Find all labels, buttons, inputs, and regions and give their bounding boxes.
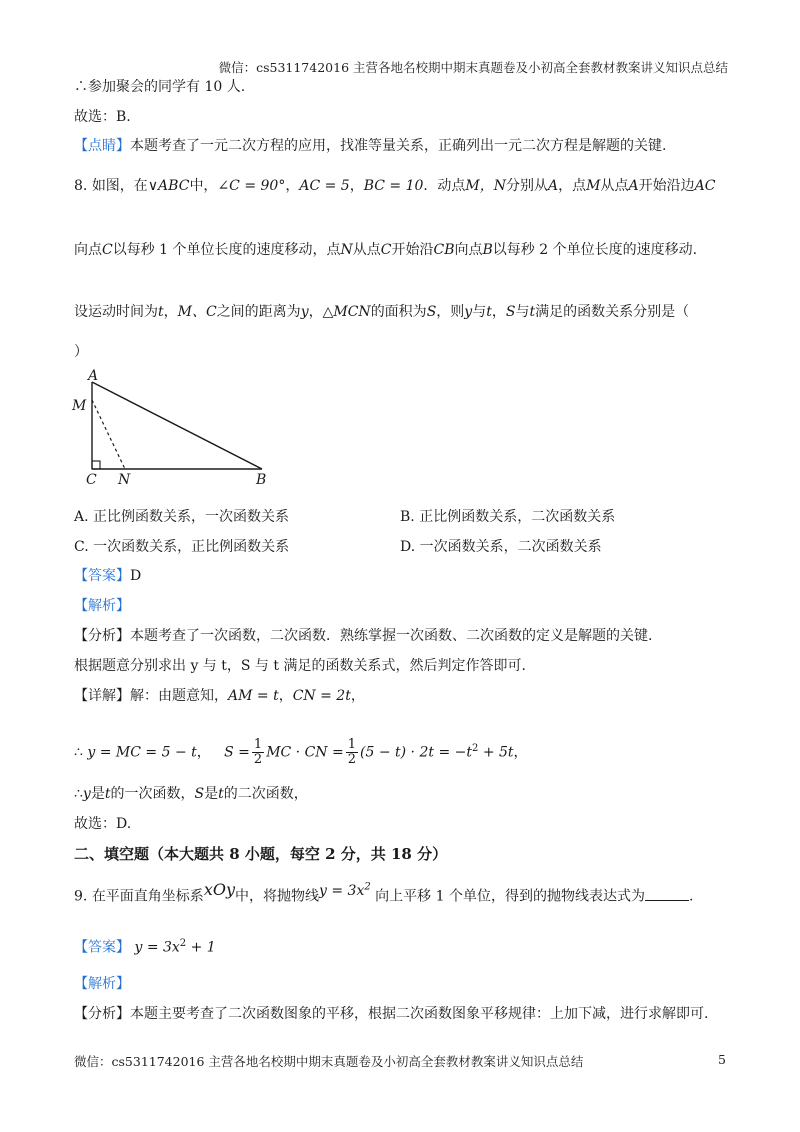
answer-tag: 【答案】 (74, 939, 130, 956)
q8-conclusion (74, 784, 308, 804)
fraction-half (252, 738, 264, 767)
answer-eq-tail: + 1 (190, 939, 216, 956)
answer-blank[interactable] (645, 886, 689, 901)
q8-analysis-tag (74, 596, 130, 616)
q8-triangle-figure (70, 368, 280, 488)
eq-s-lhs: S = (224, 744, 250, 761)
answer-eq: y = 3x (134, 939, 180, 956)
q8-point-m: M (586, 178, 601, 194)
page-header: 微信：cs5311742016 主营各地名校期中期末真题卷及小初高全套教材教案讲义知识点总结 (218, 60, 728, 75)
option-text: 正比例函数关系，一次函数关系 (93, 509, 290, 525)
q8-points-mc: M、C (177, 304, 217, 320)
fenxi-tag: 【分析】 (74, 1006, 130, 1022)
option-a[interactable] (74, 507, 289, 527)
q8-point-a: A (628, 178, 639, 194)
q8-text: 向点 (454, 242, 483, 258)
eq-cn: CN = 2t (292, 688, 351, 704)
q8-text: 之间的距离为 (216, 304, 301, 320)
q9-analysis-tag (74, 974, 130, 994)
q8-text: 设运动时间为 (74, 304, 158, 320)
eq-am: AM = t (228, 688, 279, 704)
right-angle-mark (92, 461, 100, 469)
q8-choose: 故选：D. (74, 816, 132, 832)
prev-therefore-line: ∴参加聚会的同学有 10 人. (74, 79, 246, 95)
q8-text: 的面积为 (370, 304, 427, 320)
var-t: t (218, 786, 224, 802)
q8-text: 以每秒 2 个单位长度的速度移动. (492, 242, 698, 258)
label-b: B (256, 472, 267, 488)
fraction-numerator: 1 (253, 737, 263, 753)
option-key: C. (74, 539, 89, 555)
q8-line-4: ） (74, 344, 88, 360)
q8-point-c: C (102, 242, 113, 258)
q8-var-y: y (464, 304, 473, 320)
q8-triangle-mcn: △MCN (322, 304, 371, 320)
q8-text: 与 (472, 304, 487, 320)
option-key: B. (400, 509, 415, 525)
q9-text: . (688, 888, 694, 905)
fraction-half (346, 738, 358, 767)
side-ab (92, 382, 262, 469)
q8-line-1 (74, 176, 715, 196)
section-title: 二、填空题（本大题共 8 小题，每空 2 分，共 18 分） (74, 845, 448, 863)
q8-line-3 (74, 302, 689, 322)
detail-text: ， (278, 688, 293, 704)
q8-text: 向点 (74, 242, 102, 258)
fraction-numerator: 1 (347, 737, 357, 753)
q8-var-t: t (158, 304, 164, 320)
q8-cond-bc: BC = 10 (363, 178, 424, 194)
prev-answer-choice: 故选：B. (74, 109, 131, 125)
option-b[interactable] (400, 507, 615, 527)
label-n: N (118, 472, 131, 488)
comment-tag: 【点睛】 (74, 138, 130, 154)
q9-text: 在平面直角坐标系 (91, 888, 204, 905)
option-key: D. (400, 539, 416, 555)
q8-point-b: B (482, 242, 493, 258)
fraction-denominator: 2 (347, 752, 357, 768)
q8-var-t: t (529, 304, 536, 320)
exponent: 2 (471, 743, 479, 754)
q9-xoy: xOy (203, 879, 235, 899)
q8-text: 开始沿 (391, 242, 434, 258)
q8-text: ， (491, 304, 506, 320)
q8-triangle: ∨ABC (147, 178, 190, 194)
eq-base: y = 3x (319, 882, 365, 899)
q8-text: ， (308, 304, 323, 320)
comment-text: 本题考查了一元二次方程的应用，找准等量关系，正确列出一元二次方程是解题的关键. (130, 138, 667, 154)
fenxi-tag: 【分析】 (74, 628, 130, 644)
q8-text: 以每秒 1 个单位长度的速度移动，点 (112, 242, 341, 258)
q8-cond-ac: AC = 5 (299, 178, 350, 194)
q8-text: 与 (515, 304, 530, 320)
q8-cond-angle: ∠C = 90° (217, 178, 286, 194)
fenxi-text: 本题主要考查了二次函数图象的平移，根据二次函数图象平移规律：上加下减，进行求解即可. (130, 1006, 709, 1022)
q8-points: M，N (465, 178, 507, 194)
label-m: M (72, 398, 87, 414)
q8-fenxi-2: 根据题意分别求出 y 与 t，S 与 t 满足的函数关系式，然后判定作答即可. (74, 658, 526, 674)
q9-parabola (319, 883, 371, 899)
q8-formula-line (74, 732, 528, 770)
q8-text: ， (163, 304, 178, 320)
segment-mn (92, 400, 125, 469)
detail-text: 是 (204, 786, 219, 802)
detail-text: 的二次函数， (223, 786, 308, 802)
analysis-tag: 【解析】 (74, 976, 130, 992)
fraction-denominator: 2 (253, 752, 263, 768)
detail-text: 的一次函数， (110, 786, 195, 802)
eq-s-tail: + 5t (482, 744, 514, 761)
q8-text: ，则 (436, 304, 465, 320)
q8-text: ， (285, 178, 300, 194)
q9-answer (74, 934, 216, 958)
prev-comment (74, 136, 666, 156)
q8-number: 8. (74, 178, 88, 194)
q8-fenxi (74, 626, 652, 646)
page-number: 5 (718, 1052, 726, 1067)
q8-line-2 (74, 240, 697, 260)
q9-text: 中，将抛物线 (235, 888, 319, 905)
option-text: 一次函数关系，二次函数关系 (419, 539, 602, 555)
q8-point-c: C (380, 242, 392, 258)
eq-y: y = MC = 5 − t (87, 744, 197, 761)
option-c[interactable] (74, 537, 289, 557)
q8-text: 分别从 (506, 178, 549, 194)
therefore-symbol: ∴ (74, 744, 83, 761)
q9-fenxi (74, 1004, 708, 1024)
label-c: C (86, 472, 97, 488)
q8-point-a: A (548, 178, 559, 194)
q8-text: 满足的函数关系分别是（ (535, 304, 690, 320)
page-footer: 微信：cs5311742016 主营各地名校期中期末真题卷及小初高全套教材教案讲义知识点总结 (74, 1054, 584, 1069)
q8-var-s: S (426, 304, 437, 320)
var-s: S (194, 786, 205, 802)
exponent: 2 (179, 938, 187, 949)
eq-s-rhs: (5 − t) · 2t = −t (360, 744, 472, 761)
detail-text: ， (196, 744, 211, 761)
var-t: t (104, 786, 111, 802)
q8-var-t: t (486, 304, 492, 320)
q9-number: 9. (74, 888, 88, 905)
q8-segment-cb: CB (433, 242, 455, 258)
q8-segment-ac: AC (694, 178, 716, 194)
q8-var-s: S (505, 304, 516, 320)
detail-text: ， (350, 688, 365, 704)
therefore-symbol: ∴ (74, 786, 83, 802)
q8-text: ， (349, 178, 364, 194)
var-y: y (82, 786, 91, 802)
q8-text: 开始沿边 (638, 178, 695, 194)
q9-text: 向上平移 1 个单位，得到的抛物线表达式为 (375, 888, 645, 905)
q8-answer (74, 566, 141, 586)
q8-text: 从点 (600, 178, 629, 194)
q8-text: 中， (189, 178, 218, 194)
option-text: 正比例函数关系，二次函数关系 (419, 509, 616, 525)
answer-value: D (130, 568, 142, 584)
q8-var-y: y (300, 304, 309, 320)
q8-detail (74, 686, 365, 706)
eq-s-mid: MC · CN = (266, 744, 344, 761)
detail-tag: 【详解】 (74, 688, 130, 704)
option-key: A. (74, 509, 89, 525)
option-text: 一次函数关系，正比例函数关系 (93, 539, 290, 555)
exponent: 2 (364, 881, 371, 892)
q8-text: 如图，在 (91, 178, 148, 194)
answer-tag: 【答案】 (74, 568, 130, 584)
q8-text: ，点 (558, 178, 587, 194)
detail-text: 解：由题意知， (130, 688, 228, 704)
detail-text: ， (513, 744, 528, 761)
q8-point-n: N (340, 242, 353, 258)
q8-text: 从点 (352, 242, 381, 258)
q9-line-1 (74, 880, 693, 910)
option-d[interactable] (400, 537, 602, 557)
q8-text: ．动点 (423, 178, 466, 194)
analysis-tag: 【解析】 (74, 598, 130, 614)
detail-text: 是 (90, 786, 105, 802)
fenxi-text: 本题考查了一次函数，二次函数．熟练掌握一次函数、二次函数的定义是解题的关键. (130, 628, 653, 644)
label-a: A (88, 368, 99, 384)
